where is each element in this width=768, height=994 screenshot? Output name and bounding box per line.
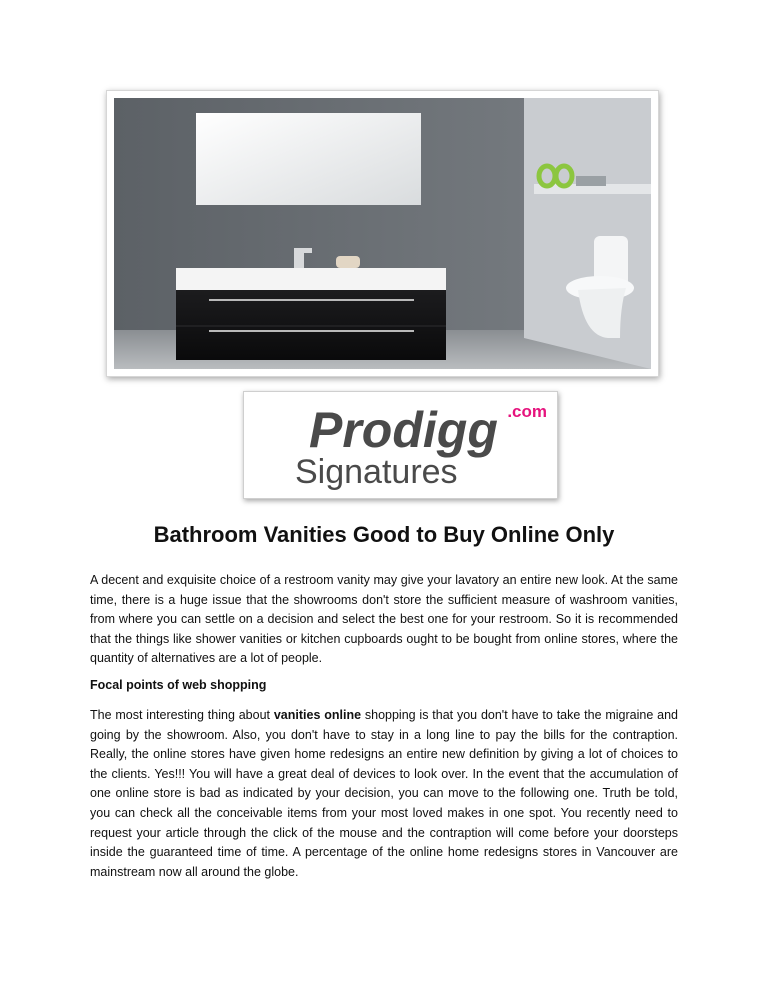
logo-brand-top: Prodigg <box>309 402 498 458</box>
section-heading: Focal points of web shopping <box>90 678 267 692</box>
document-title: Bathroom Vanities Good to Buy Online Only <box>153 522 615 547</box>
prodigg-signatures-logo <box>249 397 552 493</box>
main-paragraph-lead: The most interesting thing about <box>90 708 274 722</box>
main-paragraph-rest: shopping is that you don't have to take the migraine and going by the showroom. Also, you don't have to stay in a long line to pay the bills for the contraption. Really, the online stores have given home redesigns an entire new definition by giving a lot of choices to the clients. Yes!!! You will have a great deal of devices to look over. In the event that the accumulation of one online store is bad as indicated by your decision, you can move to the following one. Truth be told, you can check all the conceivable items from your most loved makes in one spot. You recently need to request your article through the click of the mouse and the contraption will come before your doorsteps inside the guaranteed time of time. A percentage of the online home redesigns stores in Vancouver are mainstream now all around the globe. <box>90 708 678 879</box>
hero-image-frame <box>106 90 659 377</box>
main-paragraph <box>90 706 678 882</box>
logo-brand-bottom: Signatures <box>295 453 458 491</box>
brand-logo-frame <box>243 391 558 499</box>
logo-brand-suffix: .com <box>507 402 547 421</box>
bathroom-vanity-photo-icon <box>114 98 651 369</box>
intro-paragraph: A decent and exquisite choice of a restroom vanity may give your lavatory an entire new look. At the same time, there is a huge issue that the showrooms don't store the sufficient measure of washroom vanities, from where you can settle on a decision and select the best one for your restroom. So it is recommended that the things like shower vanities or kitchen cupboards ought to be bought from online stores, where the quantity of alternatives are a lot of people. <box>90 573 678 666</box>
main-paragraph-keyword: vanities online <box>273 708 362 722</box>
